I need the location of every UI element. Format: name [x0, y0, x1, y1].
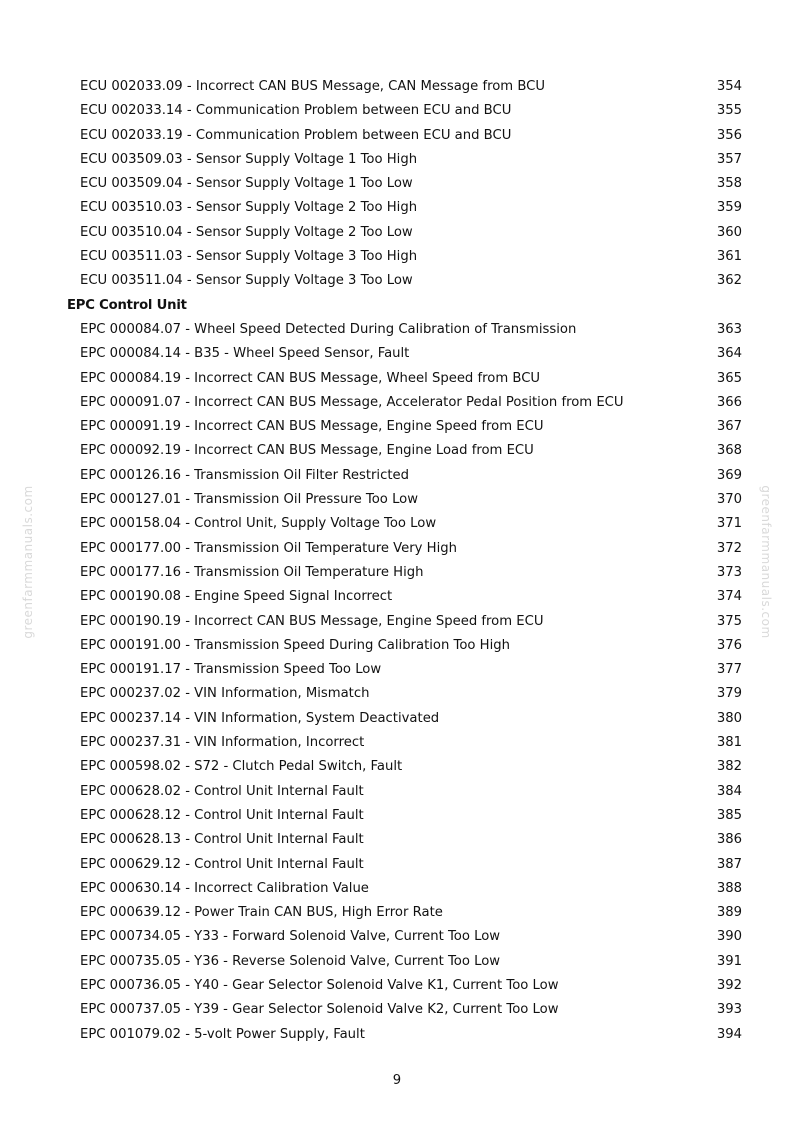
toc-entry-title: EPC 000628.02 - Control Unit Internal Fault	[80, 783, 364, 799]
toc-entry[interactable]	[0, 950, 794, 974]
toc-entry-page: 394	[716, 1026, 742, 1042]
toc-entry-title: EPC 000737.05 - Y39 - Gear Selector Solenoid Valve K2, Current Too Low	[80, 1002, 559, 1018]
toc-entry[interactable]	[0, 99, 794, 123]
toc-entry[interactable]	[0, 901, 794, 925]
toc-entry-title: EPC 001079.02 - 5-volt Power Supply, Fault	[80, 1026, 365, 1042]
toc-entry-page: 360	[716, 224, 742, 240]
toc-entry[interactable]	[0, 1023, 794, 1047]
toc-entry-page: 354	[716, 79, 742, 94]
toc-entry-page: 389	[716, 905, 742, 921]
toc-entry-page: 370	[716, 492, 742, 508]
toc-entry-page: 387	[716, 856, 742, 872]
toc-entry[interactable]	[0, 634, 794, 658]
toc-entry-title: EPC 000092.19 - Incorrect CAN BUS Message, Engine Load from ECU	[80, 443, 534, 459]
toc-entry-page: 386	[716, 832, 742, 848]
toc-entry[interactable]	[0, 512, 794, 536]
toc-entry-page: 355	[716, 103, 742, 119]
toc-entry[interactable]	[0, 148, 794, 172]
toc-entry-page: 371	[716, 516, 742, 532]
toc-entry[interactable]	[0, 804, 794, 828]
toc-entry-title: EPC 000127.01 - Transmission Oil Pressure Too Low	[80, 492, 419, 508]
toc-entry-page: 356	[716, 127, 742, 143]
toc-entry-page: 359	[716, 200, 742, 216]
toc-entry-page: 393	[716, 1002, 742, 1018]
toc-entry-page: 376	[716, 637, 742, 653]
toc-entry[interactable]	[0, 196, 794, 220]
toc-entry-page: 375	[716, 613, 742, 629]
toc-entry-title: ECU 003510.04 - Sensor Supply Voltage 2 Too Low	[80, 224, 413, 240]
toc-entry-page: 388	[716, 880, 742, 896]
toc-entry-title: EPC 000091.07 - Incorrect CAN BUS Message, Accelerator Pedal Position from ECU	[80, 394, 624, 410]
toc-entry[interactable]	[0, 537, 794, 561]
toc-entry-title: EPC 000190.19 - Incorrect CAN BUS Message, Engine Speed from ECU	[80, 613, 544, 629]
toc-entry[interactable]	[0, 658, 794, 682]
toc-entry-title: EPC 000158.04 - Control Unit, Supply Voltage Too Low	[80, 516, 437, 532]
toc-entry[interactable]	[0, 853, 794, 877]
toc-entry[interactable]	[0, 925, 794, 949]
toc-entry[interactable]	[0, 439, 794, 463]
toc-entry-title: EPC 000191.00 - Transmission Speed During Calibration Too High	[80, 637, 510, 653]
toc-entry[interactable]	[0, 172, 794, 196]
toc-entry-title: EPC 000628.12 - Control Unit Internal Fault	[80, 807, 364, 823]
toc-entry-page: 391	[716, 953, 742, 969]
toc-section-heading	[0, 294, 794, 318]
toc-entry-title: EPC 000629.12 - Control Unit Internal Fault	[80, 856, 364, 872]
toc-entry-title: EPC 000177.00 - Transmission Oil Temperature Very High	[80, 540, 457, 556]
toc-entry-title: EPC 000190.08 - Engine Speed Signal Incorrect	[80, 589, 393, 605]
toc-entry[interactable]	[0, 780, 794, 804]
toc-entry-page: 364	[716, 346, 742, 362]
toc-entry-title: EPC 000191.17 - Transmission Speed Too Low	[80, 662, 382, 678]
toc-entry[interactable]	[0, 974, 794, 998]
toc-entry[interactable]	[0, 877, 794, 901]
watermark-right: greenfarmmanuals.com	[759, 485, 773, 639]
toc-entry-page: 367	[716, 419, 742, 435]
toc-entry-page: 372	[716, 540, 742, 556]
toc-entry-title: EPC 000084.14 - B35 - Wheel Speed Sensor, Fault	[80, 346, 410, 362]
toc-entry[interactable]	[0, 75, 794, 99]
toc-entry[interactable]	[0, 342, 794, 366]
toc-entry-page: 368	[716, 443, 742, 459]
toc-entry-title: ECU 003509.03 - Sensor Supply Voltage 1 Too High	[80, 151, 418, 167]
toc-entry-page: 379	[716, 686, 742, 702]
toc-entry-title: EPC 000084.19 - Incorrect CAN BUS Message, Wheel Speed from BCU	[80, 370, 541, 386]
toc-entry[interactable]	[0, 367, 794, 391]
toc-entry[interactable]	[0, 391, 794, 415]
toc-entry-title: EPC 000628.13 - Control Unit Internal Fault	[80, 832, 364, 848]
toc-entry-page: 377	[716, 662, 742, 678]
toc-entry-page: 365	[716, 370, 742, 386]
toc-entry-title: EPC 000091.19 - Incorrect CAN BUS Message, Engine Speed from ECU	[80, 419, 544, 435]
toc-entry-title: ECU 002033.19 - Communication Problem between ECU and BCU	[80, 127, 512, 143]
toc-entry[interactable]	[0, 585, 794, 609]
toc-entry[interactable]	[0, 245, 794, 269]
toc-entry[interactable]	[0, 221, 794, 245]
toc-entry-page: 358	[716, 176, 742, 192]
toc-entry-page: 373	[716, 564, 742, 580]
toc-entry-page: 362	[716, 273, 742, 289]
watermark-left: greenfarmmanuals.com	[21, 485, 35, 639]
toc-entry-page: 361	[716, 249, 742, 265]
section-heading-title: EPC Control Unit	[67, 297, 187, 313]
toc-entry-title: EPC 000598.02 - S72 - Clutch Pedal Switch, Fault	[80, 759, 403, 775]
toc-entry-title: EPC 000084.07 - Wheel Speed Detected During Calibration of Transmission	[80, 321, 577, 337]
toc-entry[interactable]	[0, 707, 794, 731]
toc-entry-page: 384	[716, 783, 742, 799]
toc-entry-title: ECU 002033.09 - Incorrect CAN BUS Message, CAN Message from BCU	[80, 79, 546, 94]
toc-entry[interactable]	[0, 610, 794, 634]
toc-entry-page: 357	[716, 151, 742, 167]
toc-entry-page: 390	[716, 929, 742, 945]
toc-entry[interactable]	[0, 561, 794, 585]
toc-entry-title: EPC 000630.14 - Incorrect Calibration Value	[80, 880, 369, 896]
toc-entry[interactable]	[0, 464, 794, 488]
toc-entry-page: 392	[716, 977, 742, 993]
toc-entry-page: 381	[716, 735, 742, 751]
toc-entry-title: EPC 000177.16 - Transmission Oil Temperature High	[80, 564, 424, 580]
toc-entry-title: EPC 000639.12 - Power Train CAN BUS, High Error Rate	[80, 905, 443, 921]
toc-entry[interactable]	[0, 731, 794, 755]
toc-entry[interactable]	[0, 269, 794, 293]
toc-entry[interactable]	[0, 124, 794, 148]
toc-entry-page: 363	[716, 321, 742, 337]
toc-entry-title: EPC 000734.05 - Y33 - Forward Solenoid Valve, Current Too Low	[80, 929, 501, 945]
toc-entry-page: 380	[716, 710, 742, 726]
toc-entry-title: EPC 000237.02 - VIN Information, Mismatch	[80, 686, 370, 702]
toc-entry[interactable]	[0, 318, 794, 342]
toc-entry-title: EPC 000126.16 - Transmission Oil Filter Restricted	[80, 467, 409, 483]
toc-entry-title: EPC 000736.05 - Y40 - Gear Selector Solenoid Valve K1, Current Too Low	[80, 977, 559, 993]
toc-entry[interactable]	[0, 488, 794, 512]
toc-entry[interactable]	[0, 998, 794, 1022]
toc-entry-title: ECU 003509.04 - Sensor Supply Voltage 1 Too Low	[80, 176, 413, 192]
table-of-contents	[0, 75, 794, 1047]
toc-entry-page: 366	[716, 394, 742, 410]
toc-entry-title: EPC 000237.14 - VIN Information, System Deactivated	[80, 710, 440, 726]
toc-entry[interactable]	[0, 682, 794, 706]
toc-entry-title: EPC 000237.31 - VIN Information, Incorrect	[80, 735, 365, 751]
toc-entry-title: ECU 003511.04 - Sensor Supply Voltage 3 Too Low	[80, 273, 413, 289]
toc-entry-page: 369	[716, 467, 742, 483]
toc-entry[interactable]	[0, 415, 794, 439]
toc-entry-title: ECU 003511.03 - Sensor Supply Voltage 3 Too High	[80, 249, 418, 265]
toc-entry[interactable]	[0, 828, 794, 852]
toc-entry-title: ECU 003510.03 - Sensor Supply Voltage 2 Too High	[80, 200, 418, 216]
toc-entry-page: 374	[716, 589, 742, 605]
toc-entry-title: EPC 000735.05 - Y36 - Reverse Solenoid Valve, Current Too Low	[80, 953, 501, 969]
toc-entry[interactable]	[0, 755, 794, 779]
toc-entry-page: 382	[716, 759, 742, 775]
page-number: 9	[392, 1073, 402, 1088]
toc-entry-page: 385	[716, 807, 742, 823]
toc-entry-title: ECU 002033.14 - Communication Problem between ECU and BCU	[80, 103, 512, 119]
